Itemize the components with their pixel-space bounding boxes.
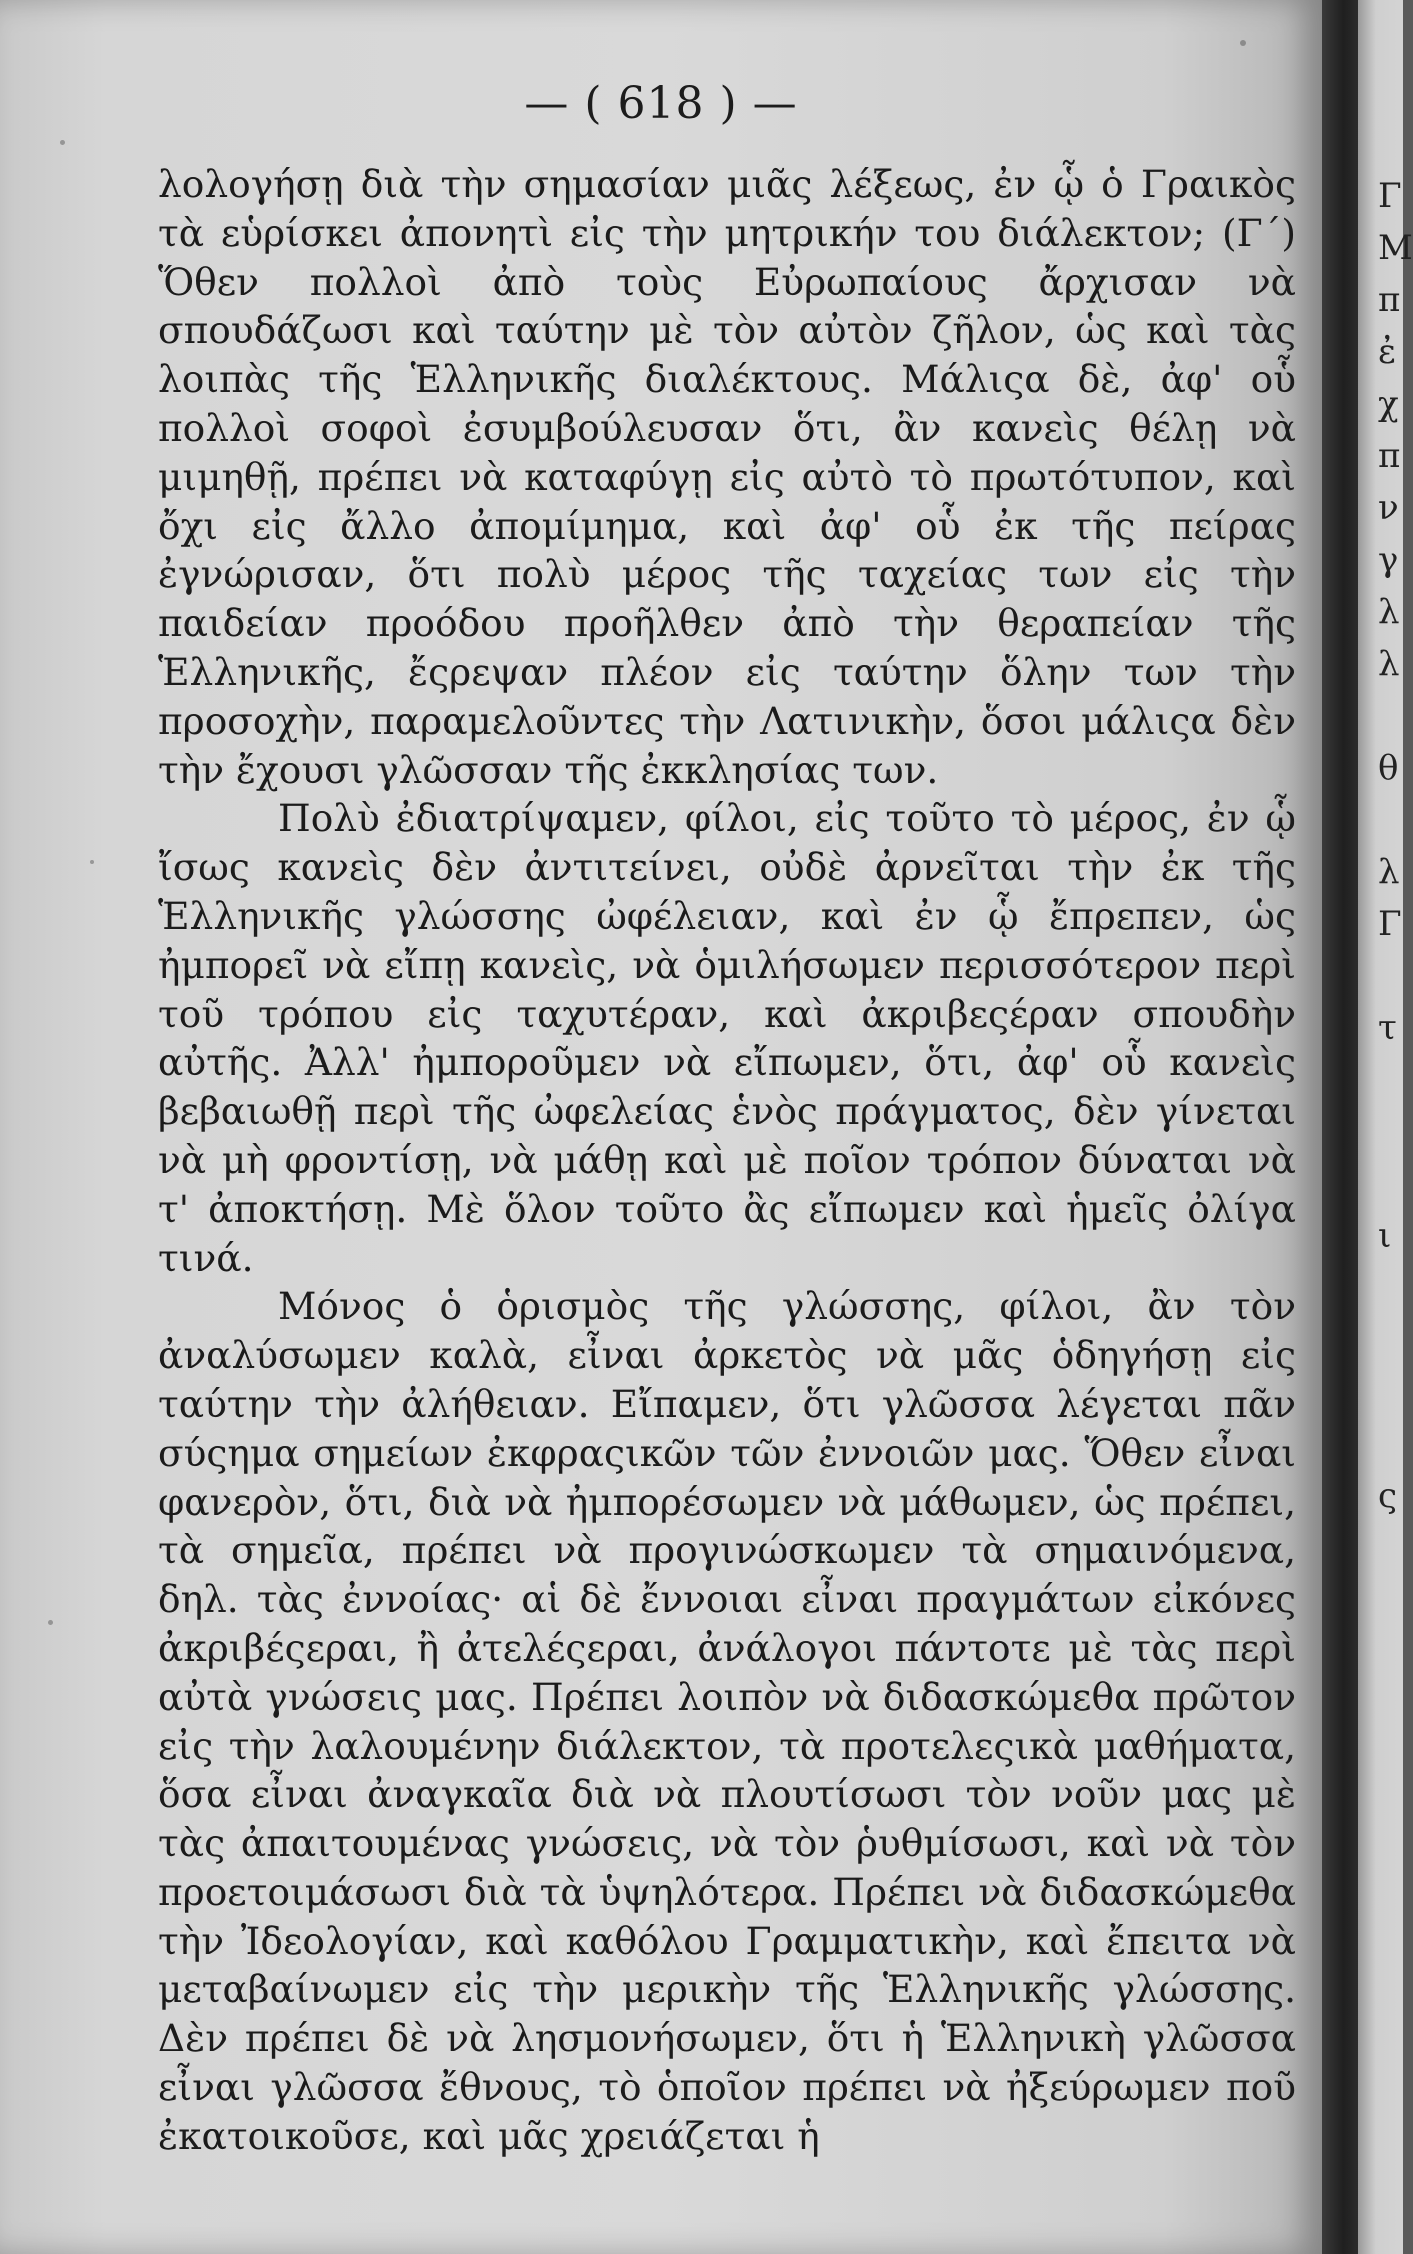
paragraph-1: λολογήσῃ διὰ τὴν σημασίαν μιᾶς λέξεως, ἐν ᾧ ὁ Γραικὸς τὰ εὑρίσκει ἀπονητὶ εἰς τὴν μητρικήν του διάλεκτον; (Γ΄) Ὅθεν πολλοὶ ἀπὸ τοὺς Εὐρωπαίους ἄρχισαν νὰ σπουδάζωσι καὶ ταύτην μὲ τὸν αὐτὸν ζῆλον, ὡς καὶ τὰς λοιπὰς τῆς Ἑλληνικῆς διαλέκτους. Μάλιςα δὲ, ἀφ' οὗ πολλοὶ σοφοὶ ἐσυμβούλευσαν ὅτι, ἂν κανεὶς θέλῃ νὰ μιμηθῇ, πρέπει νὰ καταφύγῃ εἰς αὐτὸ τὸ πρωτότυπον, καὶ ὄχι εἰς ἄλλο ἀπομίμημα, καὶ ἀφ' οὗ ἐκ τῆς πείρας ἐγνώρισαν, ὅτι πολὺ μέρος τῆς ταχείας των εἰς τὴν παιδείαν προόδου προῆλθεν ἀπὸ τὴν θεραπείαν τῆς Ἑλληνικῆς, ἔςρεψαν πλέον εἰς ταύτην ὅλην των τὴν προσοχὴν, παραμελοῦντες τὴν Λατινικὴν, ὅσοι μάλιςα δὲν τὴν ἔχουσι γλῶσσαν τῆς ἐκκλησίας των.	[158, 162, 1296, 792]
paragraph-2: Πολὺ ἐδιατρίψαμεν, φίλοι, εἰς τοῦτο τὸ μέρος, ἐν ᾧ ἴσως κανεὶς δὲν ἀντιτείνει, οὐδὲ ἀρνεῖται τὴν ἐκ τῆς Ἑλληνικῆς γλώσσης ὠφέλειαν, καὶ ἐν ᾧ ἔπρεπεν, ὡς ἠμπορεῖ νὰ εἴπῃ κανεὶς, νὰ ὁμιλήσωμεν περισσότερον περὶ τοῦ τρόπου εἰς ταχυτέραν, καὶ ἀκριβεςέραν σπουδὴν αὐτῆς. Ἀλλ' ἠμποροῦμεν νὰ εἴπωμεν, ὅτι, ἀφ' οὗ κανεὶς βεβαιωθῇ περὶ τῆς ὠφελείας ἑνὸς πράγματος, δὲν γίνεται νὰ μὴ φροντίσῃ, νὰ μάθῃ καὶ μὲ ποῖον τρόπον δύναται νὰ τ' ἀποκτήσῃ. Μὲ ὅλον τοῦτο ἂς εἴπωμεν καὶ ἡμεῖς ὀλίγα τινά.	[158, 796, 1296, 1280]
paper-speck	[60, 140, 65, 145]
paragraph-3: Μόνος ὁ ὁρισμὸς τῆς γλώσσης, φίλοι, ἂν τὸν ἀναλύσωμεν καλὰ, εἶναι ἀρκετὸς νὰ μᾶς ὁδηγήσῃ εἰς ταύτην τὴν ἀλήθειαν. Εἴπαμεν, ὅτι γλῶσσα λέγεται πᾶν σύςημα σημείων ἐκφραςικῶν τῶν ἐννοιῶν μας. Ὅθεν εἶναι φανερὸν, ὅτι, διὰ νὰ ἠμπορέσωμεν νὰ μάθωμεν, ὡς πρέπει, τὰ σημεῖα, πρέπει νὰ προγινώσκωμεν τὰ σημαινόμενα, δηλ. τὰς ἐννοίας· αἱ δὲ ἔννοιαι εἶναι πραγμάτων εἰκόνες ἀκριβέςεραι, ἢ ἀτελέςεραι, ἀνάλογοι πάντοτε μὲ τὰς περὶ αὐτὰ γνώσεις μας. Πρέπει λοιπὸν νὰ διδασκώμεθα πρῶτον εἰς τὴν λαλουμένην διάλεκτον, τὰ προτελεςικὰ μαθήματα, ὅσα εἶναι ἀναγκαῖα διὰ νὰ πλουτίσωσι τὸν νοῦν μας μὲ τὰς ἀπαιτουμένας γνώσεις, νὰ τὸν ῥυθμίσωσι, καὶ νὰ τὸν προετοιμάσωσι διὰ τὰ ὑψηλότερα. Πρέπει νὰ διδασκώμεθα τὴν Ἰδεολογίαν, καὶ καθόλου Γραμματικὴν, καὶ ἔπειτα νὰ μεταβαίνωμεν εἰς τὴν μερικὴν τῆς Ἑλληνικῆς γλώσσης. Δὲν πρέπει δὲ νὰ λησμονήσωμεν, ὅτι ἡ Ἑλληνικὴ γλῶσσα εἶναι γλῶσσα ἔθνους, τὸ ὁποῖον πρέπει νὰ ἠξεύρωμεν ποῦ ἐκατοικοῦσε, καὶ μᾶς χρειάζεται ἡ	[158, 1284, 1296, 2158]
paper-speck	[48, 1620, 53, 1625]
body-text	[158, 160, 1296, 2161]
paper-speck	[90, 860, 94, 864]
book-gutter	[1322, 0, 1358, 2254]
adjacent-page-edge	[1358, 0, 1413, 2254]
adjacent-page-letters: Γ Μ π ἐ χ π ν γ λ λ θ λ Γ τ ι ς	[1378, 176, 1413, 1516]
page-number-header: — ( 618 ) —	[524, 78, 798, 129]
paper-speck	[1240, 40, 1246, 46]
